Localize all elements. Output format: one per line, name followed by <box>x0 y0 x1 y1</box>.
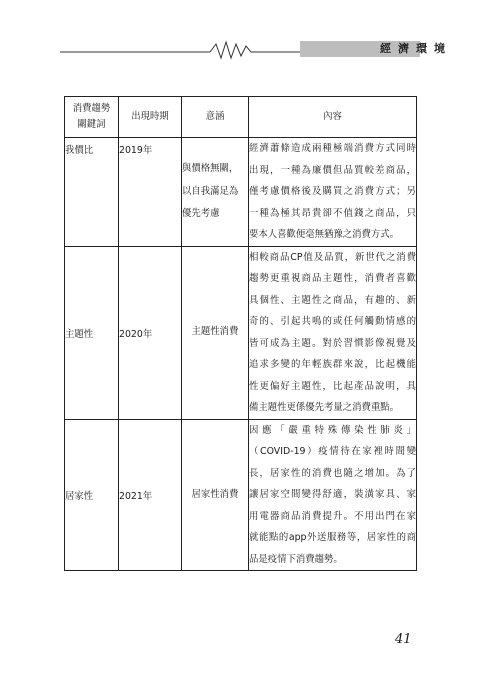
content-line: 讓居家空間變得舒適，裝潢家具、家 <box>249 489 416 500</box>
table-header-row <box>65 97 417 138</box>
header-keyword-line: 消費趨勢 <box>72 103 111 114</box>
content-line: 性更偏好主題性，比起產品說明，具 <box>249 380 416 392</box>
content-cell <box>249 246 417 419</box>
content-line: 長，居家性的消費也隨之增加。為了 <box>249 467 416 479</box>
page-header <box>60 38 452 62</box>
content-line: 經濟蕭條造成兩種極端消費方式同時 <box>249 143 416 154</box>
keyword-cell: 我價比 <box>65 138 119 247</box>
content-line: 品是疫情下消費趨勢。 <box>249 553 343 565</box>
meaning-cell: 居家性消費 <box>182 419 249 571</box>
content-line: 追求多變的年輕族群來說，比起機能 <box>249 359 416 370</box>
content-line: 用電器商品消費提升。不用出門在家 <box>249 510 416 522</box>
content-line: 趨勢更重視商品主題性，消費者喜歡 <box>249 273 416 284</box>
header-content: 內容 <box>249 97 417 138</box>
content-line: 一種為極其昂貴卻不值錢之商品，只 <box>249 207 416 219</box>
content-line: 皆可成為主題。對於習慣影像視覺及 <box>249 337 416 349</box>
content-line: 要本人喜歡便毫無猶豫之消費方式。 <box>249 229 400 240</box>
content-line: 備主題性更係優先考量之消費重點。 <box>249 402 400 413</box>
content-line: 具個性、主題性之商品，有趣的、新 <box>249 294 416 306</box>
keyword-cell: 居家性 <box>65 419 119 571</box>
content-line: 因應「嚴重特殊傳染性肺炎」 <box>249 424 416 436</box>
meaning-cell: 主題性消費 <box>182 246 249 419</box>
header-keyword <box>65 97 119 138</box>
table-row <box>65 138 417 247</box>
period-cell: 2020年 <box>119 246 182 419</box>
meaning-line: 以自我滿足為 <box>182 185 239 197</box>
page-number: 41 <box>395 632 412 647</box>
meaning-line: 優先考慮 <box>182 208 220 219</box>
content-line: 相較商品CP值及品質，新世代之消費 <box>249 251 416 263</box>
period-cell: 2021年 <box>119 419 182 571</box>
table-row <box>65 419 417 571</box>
table-row <box>65 246 417 419</box>
content-line: 奇的、引起共鳴的或任何觸動情感的 <box>249 316 416 327</box>
meaning-cell <box>182 138 249 247</box>
consumer-trend-table <box>64 96 417 571</box>
content-cell <box>249 419 417 571</box>
content-line: （COVID-19）疫情待在家裡時間變 <box>249 446 416 457</box>
content-cell <box>249 138 417 247</box>
content-line: 僅考慮價格後及購買之消費方式；另 <box>249 186 416 197</box>
content-line: 出現，一種為廉價但品質較差商品， <box>249 164 416 176</box>
content-line: 就能點的app外送服務等，居家性的商 <box>249 532 416 543</box>
keyword-cell: 主題性 <box>65 246 119 419</box>
period-cell: 2019年 <box>119 138 182 247</box>
header-keyword-line: 關鍵詞 <box>77 119 106 130</box>
header-period: 出現時期 <box>119 97 182 138</box>
header-meaning: 意涵 <box>182 97 249 138</box>
section-title: 經濟環境 <box>380 42 452 55</box>
meaning-line: 與價格無關， <box>182 163 239 174</box>
